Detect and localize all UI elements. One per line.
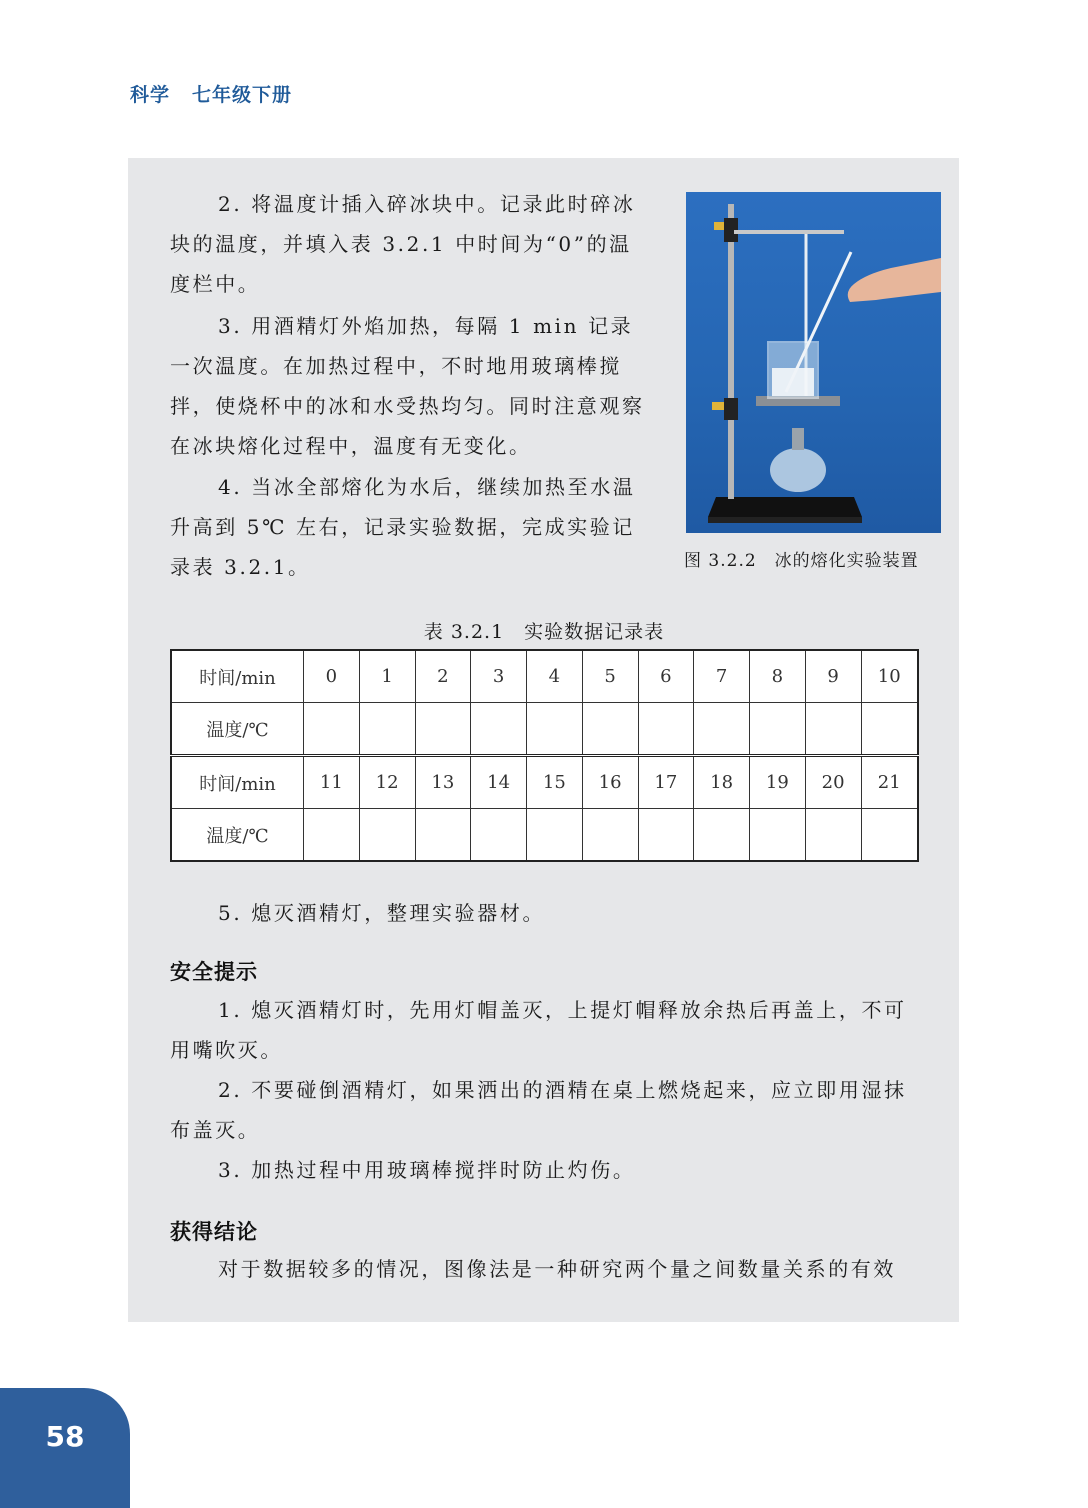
step-5: 5. 熄灭酒精灯，整理实验器材。: [218, 901, 546, 925]
time-cell: 21: [861, 756, 918, 809]
time-cell: 4: [527, 650, 583, 703]
time-cell: 17: [638, 756, 694, 809]
time-cell: 10: [861, 650, 918, 703]
time-cell: 1: [359, 650, 415, 703]
table-row: [171, 703, 918, 756]
temperature-cell: [415, 703, 471, 756]
time-cell: 13: [415, 756, 471, 809]
time-cell: 11: [304, 756, 360, 809]
time-cell: 8: [750, 650, 806, 703]
time-cell: 18: [694, 756, 750, 809]
time-cell: 2: [415, 650, 471, 703]
temperature-cell: [805, 703, 861, 756]
time-cell: 0: [304, 650, 360, 703]
conclusion-title: 获得结论: [170, 1220, 258, 1244]
temperature-cell: [415, 809, 471, 862]
temperature-cell: [582, 703, 638, 756]
step-3: 3. 用酒精灯外焰加热，每隔 1 min 记录一次温度。在加热过程中，不时地用玻璃棒搅拌，使烧杯中的冰和水受热均匀。同时注意观察在冰块熔化过程中，温度有无变化。: [170, 314, 645, 458]
temperature-cell: [805, 809, 861, 862]
time-header: 时间/min: [171, 650, 304, 703]
time-cell: 9: [805, 650, 861, 703]
time-cell: 14: [471, 756, 527, 809]
temperature-cell: [304, 703, 360, 756]
temperature-cell: [694, 809, 750, 862]
temperature-cell: [471, 703, 527, 756]
time-cell: 5: [582, 650, 638, 703]
temperature-cell: [861, 809, 918, 862]
grade-label: 七年级下册: [192, 84, 293, 106]
temperature-cell: [750, 703, 806, 756]
safety-item: 2. 不要碰倒酒精灯，如果洒出的酒精在桌上燃烧起来，应立即用湿抹布盖灭。: [170, 1078, 907, 1142]
time-cell: 16: [582, 756, 638, 809]
step-2: 2. 将温度计插入碎冰块中。记录此时碎冰块的温度，并填入表 3.2.1 中时间为“0”的温度栏中。: [170, 192, 636, 296]
temperature-cell: [694, 703, 750, 756]
temperature-cell: [638, 703, 694, 756]
temperature-header: 温度/℃: [171, 703, 304, 756]
time-cell: 19: [750, 756, 806, 809]
safety-title: 安全提示: [170, 960, 258, 984]
safety-item: 1. 熄灭酒精灯时，先用灯帽盖灭，上提灯帽释放余热后再盖上，不可用嘴吹灭。: [170, 998, 907, 1062]
time-cell: 15: [527, 756, 583, 809]
figure-caption: 图 3.2.2 冰的熔化实验装置: [684, 551, 919, 571]
table-row: [171, 650, 918, 703]
page-number: 58: [45, 1420, 85, 1453]
time-cell: 12: [359, 756, 415, 809]
temperature-cell: [359, 809, 415, 862]
time-cell: 7: [694, 650, 750, 703]
time-cell: 20: [805, 756, 861, 809]
temperature-header: 温度/℃: [171, 809, 304, 862]
temperature-cell: [359, 703, 415, 756]
data-record-table: [170, 649, 919, 862]
temperature-cell: [861, 703, 918, 756]
temperature-cell: [471, 809, 527, 862]
temperature-cell: [304, 809, 360, 862]
time-cell: 3: [471, 650, 527, 703]
safety-item: 3. 加热过程中用玻璃棒搅拌时防止灼伤。: [218, 1158, 636, 1182]
temperature-cell: [750, 809, 806, 862]
table-caption: 表 3.2.1 实验数据记录表: [423, 621, 665, 643]
temperature-cell: [527, 809, 583, 862]
ice-melting-apparatus-photo: [686, 192, 941, 533]
time-header: 时间/min: [171, 756, 304, 809]
running-head: [130, 80, 292, 107]
time-cell: 6: [638, 650, 694, 703]
temperature-cell: [582, 809, 638, 862]
table-row: [171, 756, 918, 809]
table-row: [171, 809, 918, 862]
conclusion-text: 对于数据较多的情况，图像法是一种研究两个量之间数量关系的有效: [218, 1257, 896, 1281]
temperature-cell: [527, 703, 583, 756]
step-4: 4. 当冰全部熔化为水后，继续加热至水温升高到 5℃ 左右，记录实验数据，完成实验记录表 3.2.1。: [170, 475, 636, 579]
temperature-cell: [638, 809, 694, 862]
subject-label: 科学: [130, 84, 171, 106]
